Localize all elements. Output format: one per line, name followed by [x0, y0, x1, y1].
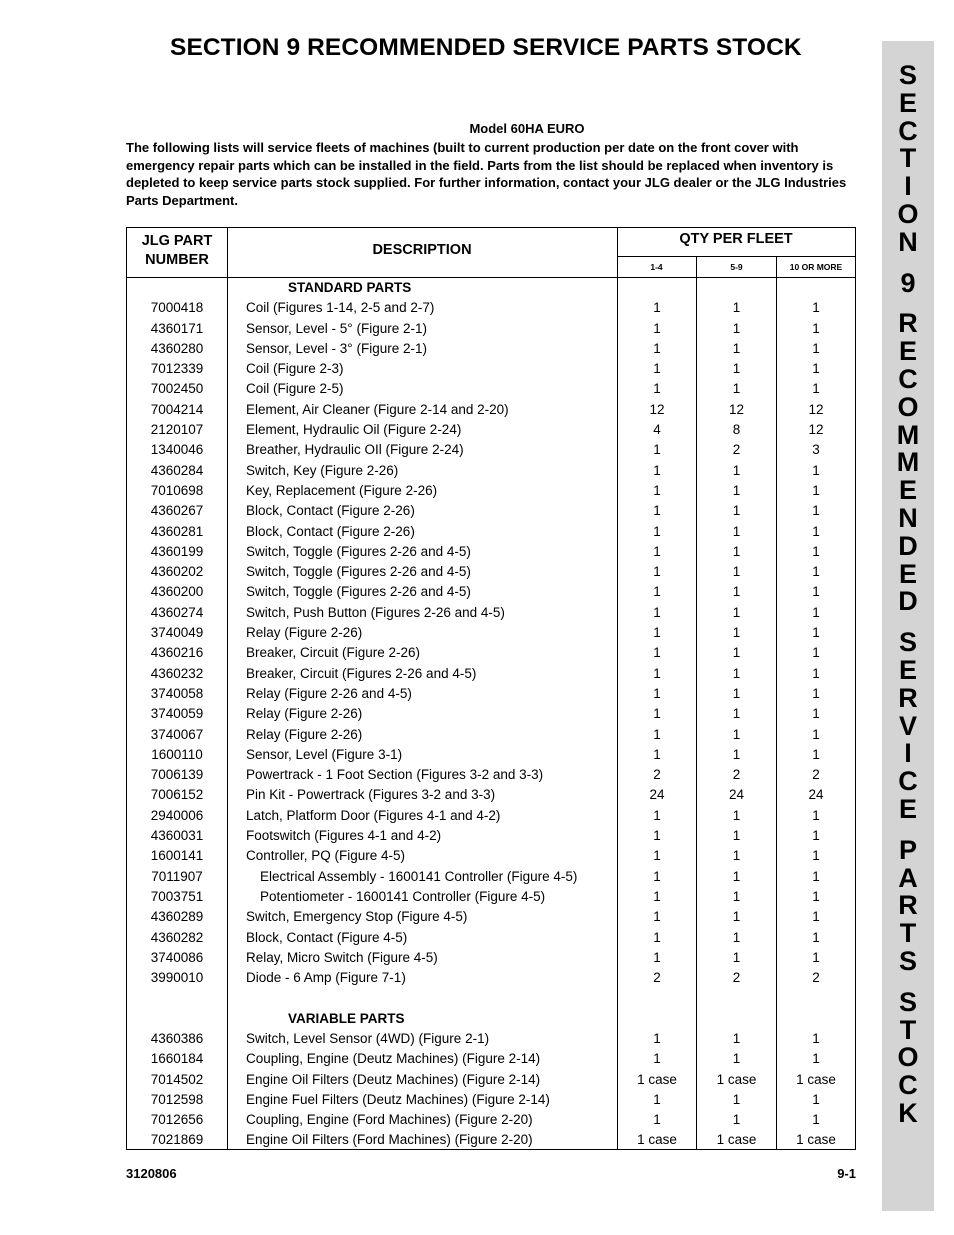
- description-cell: Relay (Figure 2-26): [246, 706, 363, 722]
- description-cell: Coil (Figures 1-14, 2-5 and 2-7): [246, 300, 435, 316]
- qty-10-or-more-cell: 1: [812, 848, 820, 864]
- qty-10-or-more-cell: 1: [812, 564, 820, 580]
- table-row: [127, 379, 855, 399]
- part-number-cell: 1660184: [150, 1051, 204, 1067]
- qty-10-or-more-cell: 1: [812, 300, 820, 316]
- table-row: [127, 785, 855, 805]
- description-cell: Latch, Platform Door (Figures 4-1 and 4-2): [246, 807, 501, 823]
- side-tab-letter: O: [897, 198, 919, 229]
- description-cell: Switch, Emergency Stop (Figure 4-5): [246, 909, 468, 925]
- qty-10-or-more-cell: 1: [812, 1051, 820, 1067]
- qty-10-or-more-cell: 1: [812, 361, 820, 377]
- part-number-cell: 2940006: [150, 807, 204, 823]
- qty-1-4-cell: 1: [653, 949, 661, 965]
- intro-paragraph: The following lists will service fleets of machines (built to current production per date on the front cover with emergency repair parts which can be installed in the field. Parts from the list should be replaced when inventory is depleted to keep service parts stock supplied. For further information, contact your JLG dealer or the JLG Industries Parts Department.: [126, 140, 847, 208]
- side-tab-letter: 9: [900, 267, 916, 298]
- part-number-cell: 7006152: [150, 787, 204, 803]
- table-row: [127, 948, 855, 968]
- qty-1-4-cell: 1: [653, 848, 661, 864]
- qty-5-9-cell: 1: [732, 543, 741, 559]
- table-row: [127, 1029, 855, 1049]
- table-row: [127, 826, 855, 846]
- part-number-cell: 4360031: [150, 828, 204, 844]
- side-tab-letter: V: [898, 710, 917, 741]
- table-row: [127, 1110, 855, 1130]
- qty-5-9-cell: 2: [732, 767, 741, 783]
- description-cell: Breaker, Circuit (Figure 2-26): [246, 645, 421, 661]
- description-cell: Coupling, Engine (Ford Machines) (Figure 2-20): [246, 1112, 533, 1128]
- qty-1-4-cell: 1: [653, 685, 661, 701]
- table-row: [127, 887, 855, 907]
- qty-5-9-cell: 1: [732, 584, 741, 600]
- parts-table: [126, 227, 856, 1150]
- table-row: [127, 867, 855, 887]
- document-number: 3120806: [126, 1166, 177, 1181]
- qty-10-or-more-cell: 1: [812, 665, 820, 681]
- qty-1-4-cell: 1: [653, 320, 661, 336]
- qty-1-4-cell: 24: [649, 787, 665, 803]
- qty-5-9-cell: 1: [732, 746, 741, 762]
- qty-5-9-cell: 2: [732, 970, 741, 986]
- side-tab-letter: M: [896, 419, 920, 450]
- qty-1-4-cell: 1: [653, 1112, 661, 1128]
- qty-1-4-cell: 1: [653, 665, 661, 681]
- description-cell: Pin Kit - Powertrack (Figures 3-2 and 3-3): [246, 787, 496, 803]
- header-part-number: JLG PART NUMBER: [141, 233, 213, 268]
- table-row: [127, 765, 855, 785]
- qty-10-or-more-cell: 1: [812, 340, 820, 356]
- part-number-cell: 4360200: [150, 584, 204, 600]
- side-tab-letter: A: [898, 862, 918, 893]
- part-number-cell: 7000418: [150, 300, 204, 316]
- table-row: [127, 664, 855, 684]
- table-row: [127, 643, 855, 663]
- side-tab-letter: M: [896, 447, 920, 478]
- qty-5-9-cell: 1: [732, 340, 741, 356]
- qty-1-4-cell: 1: [653, 340, 661, 356]
- qty-5-9-cell: 1 case: [716, 1071, 757, 1087]
- table-body: [127, 278, 855, 1151]
- part-number-cell: 4360232: [150, 665, 204, 681]
- qty-1-4-cell: 2: [653, 970, 661, 986]
- qty-5-9-cell: 1: [732, 625, 741, 641]
- table-row: [127, 1130, 855, 1150]
- part-number-cell: 7014502: [150, 1071, 204, 1087]
- description-cell: Block, Contact (Figure 4-5): [246, 929, 408, 945]
- side-tab-letter: T: [899, 918, 917, 949]
- description-cell: Sensor, Level - 3° (Figure 2-1): [246, 340, 427, 356]
- part-number-cell: 4360202: [150, 564, 204, 580]
- description-cell: Switch, Toggle (Figures 2-26 and 4-5): [246, 564, 471, 580]
- qty-10-or-more-cell: 1: [812, 381, 820, 397]
- qty-1-4-cell: 1: [653, 482, 661, 498]
- table-row: [127, 806, 855, 826]
- part-number-cell: 7021869: [150, 1132, 204, 1148]
- qty-5-9-cell: 24: [728, 787, 745, 803]
- side-tab-letter: I: [904, 738, 912, 769]
- part-number-cell: 4360171: [150, 320, 204, 336]
- qty-10-or-more-cell: 1: [812, 625, 820, 641]
- qty-1-4-cell: 4: [653, 422, 661, 438]
- header-divider: [617, 256, 855, 257]
- qty-5-9-cell: 1: [732, 685, 741, 701]
- header-qty-5-9: 5-9: [730, 262, 743, 272]
- side-tab-letter: S: [898, 945, 917, 976]
- qty-10-or-more-cell: 1: [812, 1030, 820, 1046]
- side-tab-letter: E: [898, 87, 917, 118]
- part-number-cell: 4360281: [150, 523, 204, 539]
- table-row: [127, 440, 855, 460]
- qty-5-9-cell: 2: [732, 442, 741, 458]
- qty-10-or-more-cell: 24: [808, 787, 824, 803]
- part-number-cell: 4360282: [150, 929, 204, 945]
- table-row: [127, 907, 855, 927]
- header-qty-1-4: 1-4: [650, 262, 663, 272]
- part-number-cell: 3740086: [150, 949, 204, 965]
- side-tab-letter: E: [898, 336, 917, 367]
- side-tab-letter: T: [899, 143, 917, 174]
- part-number-cell: 3740058: [150, 685, 204, 701]
- description-cell: Sensor, Level - 5° (Figure 2-1): [246, 320, 427, 336]
- description-cell: Relay, Micro Switch (Figure 4-5): [246, 949, 438, 965]
- qty-1-4-cell: 1: [653, 604, 661, 620]
- description-cell: Element, Air Cleaner (Figure 2-14 and 2-20): [246, 401, 509, 417]
- qty-10-or-more-cell: 1: [812, 584, 820, 600]
- table-row: [127, 1049, 855, 1069]
- qty-5-9-cell: 1: [732, 381, 741, 397]
- qty-5-9-cell: 1: [732, 645, 741, 661]
- qty-10-or-more-cell: 1: [812, 482, 820, 498]
- side-tab-letter: O: [897, 391, 919, 422]
- qty-10-or-more-cell: 1: [812, 909, 820, 925]
- side-tab-letter: E: [898, 475, 917, 506]
- qty-1-4-cell: 1: [653, 828, 661, 844]
- part-number-cell: 1340046: [150, 442, 204, 458]
- qty-10-or-more-cell: 1: [812, 929, 820, 945]
- qty-1-4-cell: 1: [653, 807, 661, 823]
- qty-5-9-cell: 1: [732, 1030, 741, 1046]
- part-number-cell: 4360284: [150, 462, 204, 478]
- qty-5-9-cell: 1: [732, 604, 741, 620]
- description-cell: Switch, Level Sensor (4WD) (Figure 2-1): [246, 1030, 490, 1046]
- table-row: [127, 928, 855, 948]
- qty-5-9-cell: 12: [728, 401, 745, 417]
- qty-5-9-cell: 1: [732, 1051, 741, 1067]
- qty-10-or-more-cell: 1: [812, 645, 820, 661]
- description-cell: Relay (Figure 2-26 and 4-5): [246, 685, 412, 701]
- side-tab-letter: T: [899, 1014, 917, 1045]
- table-row: [127, 298, 855, 318]
- side-tab-letter: E: [898, 793, 917, 824]
- qty-10-or-more-cell: 1: [812, 523, 820, 539]
- qty-5-9-cell: 1: [732, 361, 741, 377]
- qty-1-4-cell: 1: [653, 564, 661, 580]
- qty-5-9-cell: 1: [732, 300, 741, 316]
- qty-10-or-more-cell: 1 case: [796, 1132, 836, 1148]
- qty-5-9-cell: 1: [732, 706, 741, 722]
- qty-5-9-cell: 1: [732, 564, 741, 580]
- table-row: [127, 745, 855, 765]
- side-tab-letter: P: [898, 834, 917, 865]
- part-number-cell: 4360267: [150, 503, 204, 519]
- side-tab-letter: N: [898, 502, 918, 533]
- part-number-cell: 7012339: [150, 361, 204, 377]
- part-number-cell: 1600110: [151, 746, 203, 762]
- qty-10-or-more-cell: 1 case: [796, 1071, 836, 1087]
- part-number-cell: 3740067: [150, 726, 204, 742]
- qty-1-4-cell: 1 case: [637, 1071, 677, 1087]
- side-tab-letter: C: [898, 1070, 918, 1101]
- qty-10-or-more-cell: 1: [812, 685, 820, 701]
- side-tab-letter: R: [898, 308, 918, 339]
- qty-1-4-cell: 1: [653, 1051, 661, 1067]
- qty-10-or-more-cell: 3: [812, 442, 820, 458]
- qty-10-or-more-cell: 12: [808, 422, 824, 438]
- side-tab-letters: [882, 61, 934, 1127]
- section-heading-row: [127, 1009, 855, 1029]
- table-row: [127, 461, 855, 481]
- qty-10-or-more-cell: 1: [812, 828, 820, 844]
- description-cell: Switch, Key (Figure 2-26): [246, 462, 399, 478]
- qty-10-or-more-cell: 1: [812, 868, 820, 884]
- table-row: [127, 603, 855, 623]
- table-row: [127, 319, 855, 339]
- qty-10-or-more-cell: 2: [812, 970, 820, 986]
- qty-5-9-cell: 1: [732, 1091, 741, 1107]
- description-cell: Engine Fuel Filters (Deutz Machines) (Figure 2-14): [246, 1091, 550, 1107]
- description-cell: Switch, Toggle (Figures 2-26 and 4-5): [246, 543, 471, 559]
- side-tab-letter: E: [898, 654, 917, 685]
- qty-1-4-cell: 1: [653, 300, 661, 316]
- qty-5-9-cell: 1: [732, 320, 741, 336]
- part-number-cell: 2120107: [150, 422, 204, 438]
- side-tab-letter: K: [898, 1097, 918, 1128]
- description-cell: Block, Contact (Figure 2-26): [246, 503, 415, 519]
- side-tab-letter: C: [898, 115, 918, 146]
- qty-1-4-cell: 1: [653, 645, 661, 661]
- description-cell: Sensor, Level (Figure 3-1): [246, 746, 403, 762]
- part-number-cell: 7012598: [150, 1091, 204, 1107]
- table-row: [127, 481, 855, 501]
- part-number-cell: 7004214: [150, 401, 204, 417]
- side-tab-letter: D: [898, 530, 918, 561]
- description-cell: Powertrack - 1 Foot Section (Figures 3-2 and 3-3): [246, 767, 544, 783]
- section-side-tab: [882, 41, 934, 1211]
- qty-5-9-cell: 1: [732, 888, 741, 904]
- qty-1-4-cell: 1: [653, 543, 661, 559]
- part-number-cell: 7002450: [150, 381, 204, 397]
- table-row: [127, 359, 855, 379]
- side-tab-letter: N: [898, 226, 918, 257]
- qty-1-4-cell: 1: [653, 361, 661, 377]
- qty-10-or-more-cell: 1: [812, 746, 820, 762]
- description-cell: Coupling, Engine (Deutz Machines) (Figure 2-14): [246, 1051, 541, 1067]
- qty-1-4-cell: 1: [653, 1030, 661, 1046]
- side-tab-letter: S: [898, 986, 917, 1017]
- qty-5-9-cell: 1: [732, 726, 741, 742]
- qty-1-4-cell: 1: [653, 868, 661, 884]
- qty-1-4-cell: 1: [653, 381, 661, 397]
- qty-5-9-cell: 1: [732, 949, 741, 965]
- description-cell: Coil (Figure 2-5): [246, 381, 344, 397]
- page-number: 9-1: [837, 1166, 856, 1181]
- section-heading: VARIABLE PARTS: [288, 1010, 405, 1026]
- table-row: [127, 582, 855, 602]
- qty-10-or-more-cell: 1: [812, 503, 820, 519]
- description-cell: Engine Oil Filters (Ford Machines) (Figure 2-20): [246, 1132, 533, 1148]
- side-tab-letter: R: [898, 682, 918, 713]
- table-row: [127, 1070, 855, 1090]
- table-row: [127, 684, 855, 704]
- side-tab-letter: O: [897, 1042, 919, 1073]
- description-cell: Switch, Toggle (Figures 2-26 and 4-5): [246, 584, 471, 600]
- qty-5-9-cell: 1: [732, 523, 741, 539]
- qty-5-9-cell: 1: [732, 848, 741, 864]
- description-cell: Relay (Figure 2-26): [246, 625, 363, 641]
- page-title: SECTION 9 RECOMMENDED SERVICE PARTS STOCK: [170, 34, 802, 61]
- side-tab-letter: S: [898, 60, 917, 90]
- description-cell: Engine Oil Filters (Deutz Machines) (Figure 2-14): [246, 1071, 541, 1087]
- part-number-cell: 7010698: [150, 482, 204, 498]
- side-tab-letter: C: [898, 363, 918, 394]
- side-tab-letter: I: [904, 171, 912, 202]
- qty-10-or-more-cell: 1: [812, 1091, 820, 1107]
- qty-10-or-more-cell: 1: [812, 706, 820, 722]
- side-tab-letter: C: [898, 766, 918, 797]
- qty-10-or-more-cell: 1: [812, 726, 820, 742]
- qty-5-9-cell: 1 case: [716, 1132, 757, 1148]
- part-number-cell: 4360280: [150, 340, 204, 356]
- qty-1-4-cell: 1: [653, 1091, 661, 1107]
- table-row: [127, 339, 855, 359]
- qty-1-4-cell: 1: [653, 442, 661, 458]
- description-cell: Potentiometer - 1600141 Controller (Figure 4-5): [260, 888, 546, 904]
- qty-5-9-cell: 1: [732, 909, 741, 925]
- section-heading: STANDARD PARTS: [288, 280, 412, 295]
- qty-5-9-cell: 1: [732, 462, 741, 478]
- qty-5-9-cell: 1: [732, 868, 741, 884]
- part-number-cell: 3740059: [150, 706, 204, 722]
- qty-1-4-cell: 1: [653, 584, 661, 600]
- table-row: [127, 623, 855, 643]
- table-row: [127, 1090, 855, 1110]
- side-tab-letter: D: [898, 586, 918, 617]
- qty-10-or-more-cell: 1: [812, 604, 820, 620]
- table-row: [127, 704, 855, 724]
- qty-5-9-cell: 1: [732, 503, 741, 519]
- qty-1-4-cell: 2: [653, 767, 661, 783]
- qty-1-4-cell: 1: [653, 706, 661, 722]
- description-cell: Switch, Push Button (Figures 2-26 and 4-5): [246, 604, 505, 620]
- part-number-cell: 4360289: [150, 909, 204, 925]
- part-number-cell: 4360386: [150, 1030, 204, 1046]
- qty-1-4-cell: 1: [653, 462, 661, 478]
- qty-1-4-cell: 1: [653, 929, 661, 945]
- table-row: [127, 522, 855, 542]
- table-row: [127, 420, 855, 440]
- qty-5-9-cell: 8: [732, 422, 741, 438]
- qty-10-or-more-cell: 1: [812, 1112, 820, 1128]
- qty-10-or-more-cell: 2: [812, 767, 820, 783]
- qty-10-or-more-cell: 1: [812, 320, 820, 336]
- description-cell: Relay (Figure 2-26): [246, 726, 363, 742]
- table-row: [127, 400, 855, 420]
- qty-5-9-cell: 1: [732, 665, 741, 681]
- part-number-cell: 7011907: [151, 868, 203, 884]
- table-row: [127, 542, 855, 562]
- qty-1-4-cell: 1: [653, 523, 661, 539]
- part-number-cell: 1600141: [150, 848, 204, 864]
- part-number-cell: 3740049: [150, 625, 204, 641]
- table-row: [127, 562, 855, 582]
- description-cell: Footswitch (Figures 4-1 and 4-2): [246, 828, 442, 844]
- side-tab-letter: S: [898, 627, 917, 658]
- qty-5-9-cell: 1: [732, 482, 741, 498]
- qty-1-4-cell: 1: [653, 503, 661, 519]
- qty-5-9-cell: 1: [732, 828, 741, 844]
- description-cell: Coil (Figure 2-3): [246, 361, 344, 377]
- blank-row: [127, 988, 855, 1008]
- description-cell: Controller, PQ (Figure 4-5): [246, 848, 406, 864]
- part-number-cell: 4360199: [150, 543, 204, 559]
- table-row: [127, 846, 855, 866]
- qty-10-or-more-cell: 1: [812, 462, 820, 478]
- qty-5-9-cell: 1: [732, 929, 741, 945]
- qty-1-4-cell: 1: [653, 909, 661, 925]
- qty-1-4-cell: 1: [653, 746, 661, 762]
- description-cell: Electrical Assembly - 1600141 Controller (Figure 4-5): [260, 868, 578, 884]
- description-cell: Element, Hydraulic Oil (Figure 2-24): [246, 422, 462, 438]
- header-qty-10-or-more: 10 OR MORE: [789, 262, 843, 272]
- qty-5-9-cell: 1: [732, 1112, 741, 1128]
- part-number-cell: 7012656: [150, 1112, 204, 1128]
- section-heading-row: [127, 278, 855, 298]
- description-cell: Key, Replacement (Figure 2-26): [246, 482, 438, 498]
- qty-5-9-cell: 1: [732, 807, 741, 823]
- qty-1-4-cell: 12: [649, 401, 665, 417]
- qty-1-4-cell: 1: [653, 888, 661, 904]
- part-number-cell: 4360216: [150, 645, 204, 661]
- description-cell: Block, Contact (Figure 2-26): [246, 523, 415, 539]
- description-cell: Breaker, Circuit (Figures 2-26 and 4-5): [246, 665, 477, 681]
- side-tab-letter: E: [898, 558, 917, 589]
- description-cell: Breather, Hydraulic OIl (Figure 2-24): [246, 442, 464, 458]
- qty-1-4-cell: 1 case: [637, 1132, 677, 1148]
- part-number-cell: 7006139: [150, 767, 204, 783]
- table-row: [127, 725, 855, 745]
- side-tab-letter: R: [898, 890, 918, 921]
- part-number-cell: 7003751: [150, 888, 204, 904]
- table-row: [127, 501, 855, 521]
- description-cell: Diode - 6 Amp (Figure 7-1): [246, 970, 406, 986]
- qty-10-or-more-cell: 1: [812, 543, 820, 559]
- qty-1-4-cell: 1: [653, 625, 661, 641]
- qty-10-or-more-cell: 1: [812, 888, 820, 904]
- part-number-cell: 4360274: [150, 604, 204, 620]
- qty-10-or-more-cell: 12: [808, 401, 824, 417]
- part-number-cell: 3990010: [150, 970, 204, 986]
- qty-1-4-cell: 1: [653, 726, 661, 742]
- qty-10-or-more-cell: 1: [812, 949, 820, 965]
- header-qty-per-fleet: QTY PER FLEET: [679, 231, 793, 247]
- header-description: DESCRIPTION: [372, 242, 472, 258]
- table-row: [127, 968, 855, 988]
- model-heading: Model 60HA EURO: [469, 121, 585, 136]
- qty-10-or-more-cell: 1: [812, 807, 820, 823]
